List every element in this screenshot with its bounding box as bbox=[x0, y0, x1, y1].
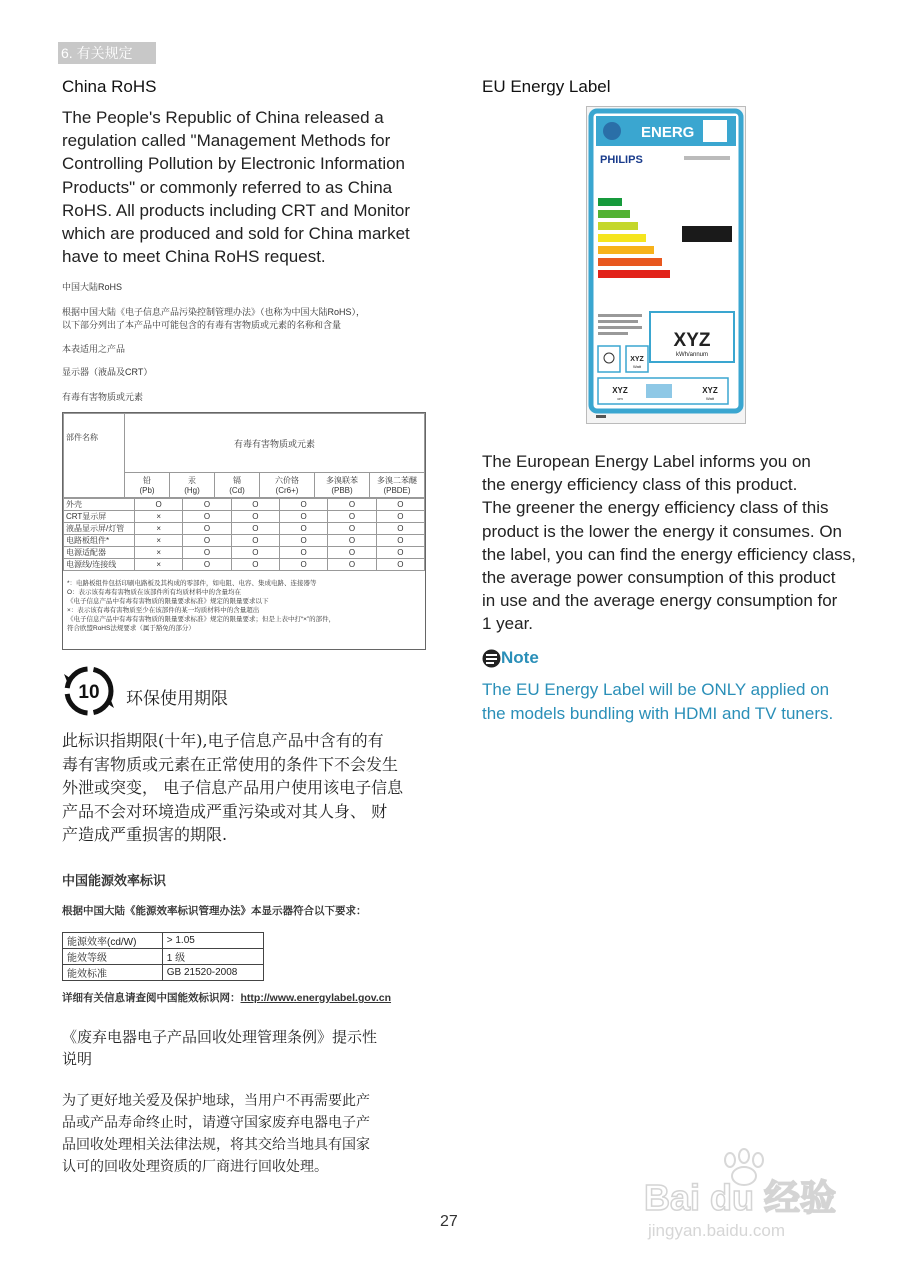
energy-cn-title: 中国能源效率标识 bbox=[62, 873, 167, 888]
baidu-paw-logo bbox=[642, 1148, 852, 1248]
efup-line: 产品不会对环境造成严重污染或对其人身、 财 bbox=[62, 801, 388, 821]
energy-link-line bbox=[62, 990, 391, 1005]
energy-key: 能源效率(cd/W) bbox=[63, 933, 163, 949]
note-text bbox=[482, 678, 872, 725]
label-banner: ENERG bbox=[641, 124, 695, 141]
eu-line: the label, you can find the energy efficiency class, bbox=[482, 544, 856, 564]
label-small-unit: Watt bbox=[632, 364, 642, 369]
substance-cell: O bbox=[328, 547, 376, 559]
substance-column-header: 多溴联苯 (PBB) bbox=[315, 473, 370, 498]
label-small-value: XYZ bbox=[630, 356, 644, 363]
table-row bbox=[64, 535, 425, 547]
cn-note-product: 显示器（液晶及CRT） bbox=[62, 367, 153, 377]
substance-cell: O bbox=[328, 499, 376, 511]
weee-title-line: 说明 bbox=[62, 1050, 93, 1068]
label-bottom-right-unit: Watt bbox=[705, 396, 715, 401]
group-header: 有毒有害物质或元素 bbox=[125, 414, 425, 473]
substance-cell: O bbox=[279, 511, 327, 523]
substance-cell: O bbox=[231, 559, 279, 571]
page-number: 27 bbox=[440, 1213, 458, 1230]
part-name: 液晶显示屏/灯管 bbox=[64, 523, 135, 535]
table-row bbox=[63, 965, 264, 981]
cn-note-substances: 有毒有害物质或元素 bbox=[62, 392, 144, 402]
part-name: 外壳 bbox=[64, 499, 135, 511]
rohs-line: Products" or commonly referred to as China bbox=[62, 177, 393, 197]
substance-cell: × bbox=[135, 559, 183, 571]
substance-cell: O bbox=[376, 511, 424, 523]
rohs-line: Controlling Pollution by Electronic Information bbox=[62, 154, 406, 174]
substance-cell: O bbox=[183, 523, 231, 535]
substance-cell: O bbox=[376, 499, 424, 511]
rohs-table bbox=[62, 412, 426, 650]
label-bottom-left-unit: cm bbox=[617, 396, 623, 401]
note-line: The EU Energy Label will be ONLY applied on bbox=[482, 680, 830, 699]
part-header: 部件名称 bbox=[64, 414, 125, 498]
note-line: the models bundling with HDMI and TV tuners. bbox=[482, 703, 834, 723]
table-row bbox=[64, 499, 425, 511]
substance-cell: O bbox=[279, 559, 327, 571]
footnote-line: 《电子信息产品中有毒有害物质的限量要求标准》规定的限量要求；但是上表中打“×”的部件， bbox=[67, 616, 336, 623]
efup-paragraph bbox=[62, 729, 442, 847]
eu-line: the energy efficiency class of this product. bbox=[482, 475, 798, 495]
rohs-line: which are produced and sold for China market bbox=[62, 224, 410, 244]
footnote-line: ×：表示该有毒有害物质至少在该部件的某一均质材料中的含量超出 bbox=[67, 607, 260, 614]
substance-cell: O bbox=[328, 559, 376, 571]
substance-cell: O bbox=[279, 547, 327, 559]
part-name: 电源适配器 bbox=[64, 547, 135, 559]
energy-key: 能效标准 bbox=[63, 965, 163, 981]
part-name: 电路板组件* bbox=[64, 535, 135, 547]
substance-cell: O bbox=[231, 547, 279, 559]
energy-value: 1 级 bbox=[162, 949, 263, 965]
note-icon bbox=[482, 649, 501, 668]
cn-note-applicable: 本表适用之产品 bbox=[62, 344, 126, 354]
substance-column-header: 汞 (Hg) bbox=[170, 473, 215, 498]
eu-energy-label-image bbox=[586, 106, 746, 424]
eu-line: in use and the average energy consumption for bbox=[482, 591, 838, 611]
substance-cell: O bbox=[328, 535, 376, 547]
weee-paragraph bbox=[62, 1090, 370, 1178]
note-header bbox=[482, 648, 539, 668]
part-name: CRT显示屏 bbox=[64, 511, 135, 523]
substance-cell: O bbox=[183, 499, 231, 511]
energy-efficiency-table bbox=[62, 932, 264, 981]
efup-line: 外泄或突变， 电子信息产品用户使用该电子信息 bbox=[62, 778, 404, 797]
eu-line: the average power consumption of this product bbox=[482, 568, 836, 588]
substance-cell: O bbox=[231, 535, 279, 547]
table-row bbox=[64, 523, 425, 535]
china-rohs-heading: China RoHS bbox=[62, 77, 157, 96]
rohs-footnotes bbox=[63, 571, 425, 633]
section-tab: 6. 有关规定 bbox=[58, 42, 156, 64]
weee-line: 品或产品寿命终止时，请遵守国家废弃电器电子产 bbox=[62, 1115, 370, 1131]
energy-link-prefix: 详细有关信息请查阅中国能效标识网： bbox=[62, 992, 241, 1004]
rohs-line: regulation called "Management Methods for bbox=[62, 131, 391, 151]
eu-energy-heading: EU Energy Label bbox=[482, 77, 611, 96]
rohs-paragraph bbox=[62, 106, 442, 268]
table-row bbox=[64, 559, 425, 571]
label-bottom-right: XYZ bbox=[702, 386, 718, 395]
energy-link[interactable]: http://www.energylabel.gov.cn bbox=[240, 992, 392, 1004]
note-label: Note bbox=[501, 648, 539, 667]
rohs-line: RoHS. All products including CRT and Monitor bbox=[62, 200, 411, 220]
substance-cell: × bbox=[135, 523, 183, 535]
substance-cell: × bbox=[135, 535, 183, 547]
footnote-line: 《电子信息产品中有毒有害物质的限量要求标准》规定的限量要求以下 bbox=[67, 598, 269, 605]
weee-title-line: 《废弃电器电子产品回收处理管理条例》提示性 bbox=[62, 1028, 378, 1046]
efup-icon-number: 10 bbox=[78, 682, 100, 703]
weee-line: 认可的回收处理资质的厂商进行回收处理。 bbox=[62, 1159, 328, 1175]
substance-cell: O bbox=[279, 499, 327, 511]
substance-cell: O bbox=[328, 523, 376, 535]
weee-title bbox=[62, 1026, 377, 1070]
substance-cell: O bbox=[376, 523, 424, 535]
eu-line: The greener the energy efficiency class of this bbox=[482, 498, 829, 518]
substance-cell: O bbox=[376, 547, 424, 559]
energy-key: 能效等级 bbox=[63, 949, 163, 965]
efup-title: 环保使用期限 bbox=[126, 689, 228, 709]
efup-line: 此标识指期限(十年),电子信息产品中含有的有 bbox=[62, 731, 384, 750]
substance-column-header: 镉 (Cd) bbox=[215, 473, 260, 498]
footnote-line: *：电路板组件包括印刷电路板及其构成的零部件，如电阻、电容、集成电路、连接器等 bbox=[67, 580, 317, 587]
cn-note-regulation: 根据中国大陆《电子信息产品污染控制管理办法》（也称为中国大陆RoHS）， bbox=[62, 307, 366, 317]
watermark-logo: Bai du 经验 bbox=[644, 1177, 837, 1218]
substance-cell: O bbox=[328, 511, 376, 523]
watermark-url: jingyan.baidu.com bbox=[648, 1221, 786, 1240]
energy-value: > 1.05 bbox=[162, 933, 263, 949]
substance-cell: O bbox=[231, 511, 279, 523]
label-value: XYZ bbox=[673, 330, 711, 351]
weee-line: 品回收处理相关法律法规，将其交给当地具有国家 bbox=[62, 1137, 370, 1153]
substance-cell: O bbox=[279, 523, 327, 535]
substance-column-header: 六价铬 (Cr6+) bbox=[260, 473, 315, 498]
energy-cn-line: 根据中国大陆《能源效率标识管理办法》本显示器符合以下要求： bbox=[62, 905, 367, 917]
eu-line: The European Energy Label informs you on bbox=[482, 452, 811, 471]
efup-10-icon bbox=[62, 664, 116, 718]
substance-cell: O bbox=[376, 535, 424, 547]
table-row bbox=[63, 949, 264, 965]
footnote-line: O：表示该有毒有害物质在该部件所有均质材料中的含量均在 bbox=[67, 589, 242, 596]
substance-cell: O bbox=[135, 499, 183, 511]
table-row bbox=[64, 511, 425, 523]
substance-cell: O bbox=[376, 559, 424, 571]
substance-cell: O bbox=[279, 535, 327, 547]
substance-cell: × bbox=[135, 547, 183, 559]
table-row bbox=[64, 547, 425, 559]
substance-cell: O bbox=[183, 559, 231, 571]
rohs-line: The People's Republic of China released a bbox=[62, 108, 384, 127]
substance-cell: O bbox=[183, 547, 231, 559]
table-row bbox=[63, 933, 264, 949]
cn-note-regulation-2: 以下部分列出了本产品中可能包含的有毒有害物质或元素的名称和含量 bbox=[62, 320, 342, 330]
label-brand: PHILIPS bbox=[600, 154, 643, 166]
footnote-line: 符合欧盟RoHS法规要求（属于豁免的部分） bbox=[67, 625, 195, 632]
efup-line: 毒有害物质或元素在正常使用的条件下不会发生 bbox=[62, 754, 399, 774]
substance-cell: O bbox=[183, 511, 231, 523]
substance-cell: O bbox=[231, 523, 279, 535]
rohs-line: have to meet China RoHS request. bbox=[62, 247, 326, 267]
substance-column-header: 铅 (Pb) bbox=[125, 473, 170, 498]
label-unit: kWh/annum bbox=[675, 352, 709, 358]
part-name: 电源线/连接线 bbox=[64, 559, 135, 571]
label-bottom-left: XYZ bbox=[612, 386, 628, 395]
substance-cell: O bbox=[231, 499, 279, 511]
weee-line: 为了更好地关爱及保护地球，当用户不再需要此产 bbox=[62, 1093, 370, 1109]
substance-cell: × bbox=[135, 511, 183, 523]
substance-column-header: 多溴二苯醚 (PBDE) bbox=[370, 473, 425, 498]
substance-cell: O bbox=[183, 535, 231, 547]
eu-line: 1 year. bbox=[482, 614, 534, 634]
efup-line: 产造成严重损害的期限. bbox=[62, 825, 228, 844]
eu-paragraph bbox=[482, 450, 862, 636]
cn-note-rohs: 中国大陆RoHS bbox=[62, 282, 123, 292]
baidu-watermark bbox=[642, 1148, 852, 1248]
energy-value: GB 21520-2008 bbox=[162, 965, 263, 981]
eu-line: product is the lower the energy it consumes. On bbox=[482, 521, 843, 541]
